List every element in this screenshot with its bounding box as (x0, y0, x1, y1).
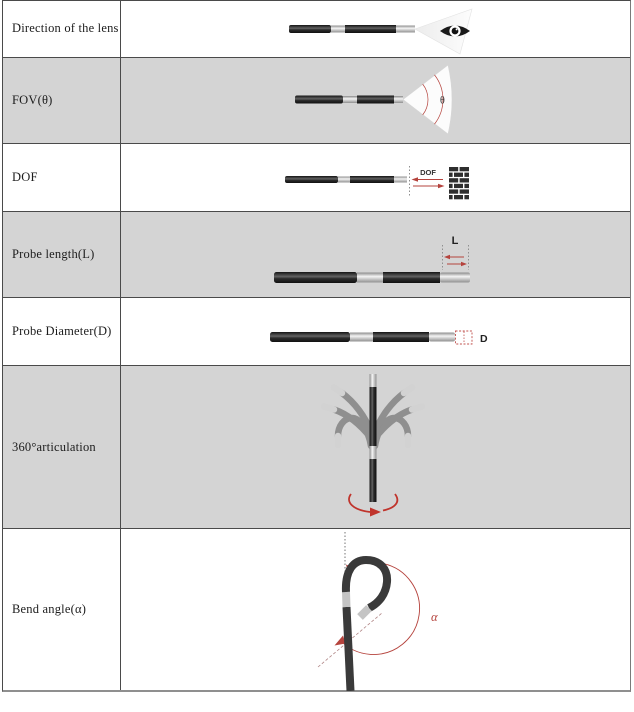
row-label: DOF (12, 170, 38, 185)
diameter-label: D (480, 332, 488, 345)
probe-diameter-illustration (2, 298, 631, 366)
figure-dof (121, 144, 630, 211)
figure-probe-diameter (121, 298, 630, 366)
alpha-label: α (431, 609, 438, 624)
row-label: Probe Diameter(D) (12, 324, 112, 339)
row-label: Direction of the lens (12, 21, 119, 36)
brick-wall (449, 167, 469, 199)
table-row (3, 212, 630, 298)
table-row (3, 366, 630, 528)
probe-shape (270, 332, 455, 342)
probe-shape (346, 560, 387, 691)
probe-shape (295, 95, 403, 103)
lens-direction-illustration (2, 1, 631, 57)
probe-spec-table (2, 0, 631, 692)
diameter-marker (456, 331, 473, 344)
figure-probe-length (121, 212, 630, 297)
probe-shape (285, 176, 407, 183)
row-label: 360°articulation (12, 439, 96, 454)
table-row (3, 58, 630, 145)
table-row (3, 529, 630, 690)
bend-angle-illustration (2, 529, 631, 691)
table-row (3, 298, 630, 367)
row-label: Probe length(L) (12, 246, 95, 261)
probe-shape (274, 272, 470, 283)
figure-lens-direction (121, 1, 630, 57)
figure-articulation (121, 366, 630, 527)
fov-illustration (2, 58, 631, 144)
figure-fov (121, 58, 630, 144)
length-label: L (451, 235, 459, 248)
row-label: Bend angle(α) (12, 601, 87, 616)
probe-length-illustration (2, 212, 631, 297)
row-label: FOV(θ) (12, 93, 53, 108)
fov-theta-label: θ (440, 95, 445, 107)
articulation-illustration (2, 366, 631, 528)
probe-shape (370, 374, 377, 502)
figure-bend-angle (121, 529, 630, 690)
table-row (3, 1, 630, 58)
table-row (3, 144, 630, 212)
probe-shape (289, 25, 415, 33)
length-arrows (444, 255, 467, 266)
dof-label: DOF (420, 168, 436, 178)
dof-arrows (412, 178, 445, 189)
dof-illustration (2, 144, 631, 211)
